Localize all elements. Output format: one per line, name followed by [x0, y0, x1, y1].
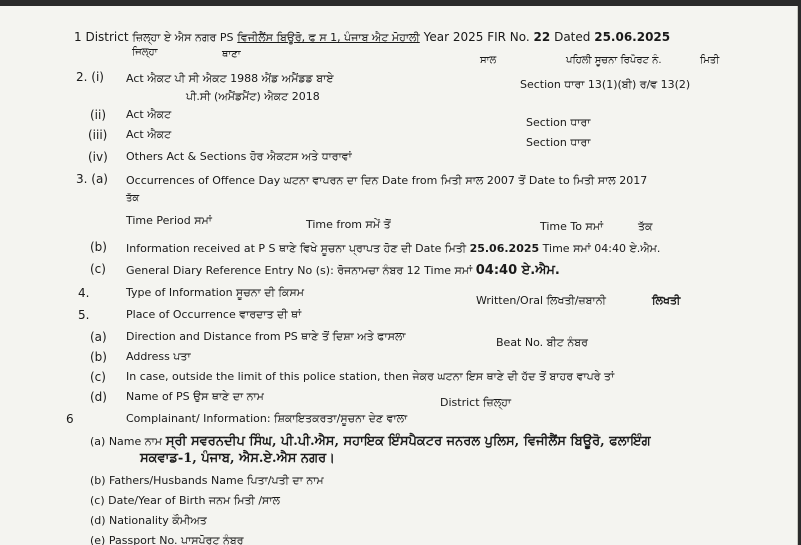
info-type: Type of Information ਸੂਚਨਾ ਦੀ ਕਿਸਮ: [126, 286, 304, 299]
nationality: (d) Nationality ਕੌਮੀਅਤ: [90, 514, 207, 527]
s5-c-number: (c): [90, 370, 106, 384]
ps-name: Name of PS ਉਸ ਥਾਣੇ ਦਾ ਨਾਮ: [126, 390, 264, 403]
address: Address ਪਤਾ: [126, 350, 191, 363]
gd-entry: [126, 264, 560, 278]
time-to-tak: ਤੱਕ: [638, 220, 653, 233]
district-pa: ਜ਼ਿਲ੍ਹਾ ਏ ਐਸ ਨਗਰ PS: [132, 31, 234, 44]
passport-number: (e) Passport No. ਪਾਸਪੋਰਟ ਨੰਬਰ: [90, 534, 244, 545]
s5-number: 5.: [78, 308, 90, 322]
year-fir-label: Year 2025 FIR No.: [423, 30, 530, 44]
complainant-name-label: (a) Name ਨਾਮ: [90, 435, 163, 448]
fir-date: 25.06.2025: [594, 30, 671, 44]
complainant-name-value-2: ਸਕਵਾਡ-1, ਪੰਜਾਬ, ਐਸ.ਏ.ਐਸ ਨਗਰ।: [140, 451, 335, 466]
s2-ii-number: (ii): [90, 108, 107, 122]
s2-act: Act ਐਕਟ ਪੀ ਸੀ ਐਕਟ 1988 ਐਂਡ ਅਮੈਂਡਡ ਬਾਏ: [126, 72, 334, 85]
father-husband-name: (b) Fathers/Husbands Name ਪਿਤਾ/ਪਤੀ ਦਾ ਨਾਮ: [90, 474, 324, 487]
fir-pa-label: ਪਹਿਲੀ ਸੂਚਨਾ ਰਿਪੋਰਟ ਨੰ.: [566, 55, 662, 66]
info-received-time: Time ਸਮਾਂ 04:40 ਏ.ਐਮ.: [542, 242, 661, 255]
s2-iii-section: Section ਧਾਰਾ: [526, 136, 591, 149]
fir-number: 22: [533, 30, 551, 44]
s5-a-number: (a): [90, 330, 107, 344]
s3-c-number: (c): [90, 262, 106, 276]
gd-entry-text: General Diary Reference Entry No (s): ਰੋਜਨਾਮਚਾ ਨੰਬਰ 12 Time ਸਮਾਂ: [126, 264, 473, 277]
date-of-birth: (c) Date/Year of Birth ਜਨਮ ਮਿਤੀ /ਸਾਲ: [90, 494, 280, 507]
s3-a-tak: ਤੱਕ: [126, 193, 140, 204]
district: District ਜ਼ਿਲ੍ਹਾ: [440, 396, 512, 409]
s2-act-amendment: ਪੀ.ਸੀ (ਅਮੈਂਡਮੈਂਟ) ਐਕਟ 2018: [186, 90, 320, 103]
s3-b-number: (b): [90, 240, 107, 254]
district-prefix: 1 District: [74, 30, 129, 44]
s6-number: 6: [66, 412, 74, 426]
saal-label: ਸਾਲ: [480, 55, 497, 66]
s2-iii-number: (iii): [88, 128, 108, 142]
dated-label: Dated: [554, 30, 591, 44]
s2-section: Section ਧਾਰਾ 13(1)(ਬੀ) ਰ/ਵ 13(2): [520, 78, 691, 91]
time-to: Time To ਸਮਾਂ: [540, 220, 604, 233]
s2-iv-number: (iv): [88, 150, 108, 164]
info-type-label: Written/Oral ਲਿਖਤੀ/ਜ਼ਬਾਨੀ: [476, 294, 606, 307]
s2-iv-text: Others Act & Sections ਹੋਰ ਐਕਟਸ ਅਤੇ ਧਾਰਾਵਾਂ: [126, 150, 352, 163]
thana-label: ਥਾਣਾ: [222, 49, 241, 60]
fir-document: [0, 6, 798, 545]
jila-label: ਜਿਲ੍ਹਾ: [132, 47, 158, 58]
s2-iii-act: Act ਐਕਟ: [126, 128, 172, 141]
district-line: [74, 30, 670, 45]
s2-ii-act: Act ਐਕਟ: [126, 108, 172, 121]
miti-label: ਮਿਤੀ: [700, 55, 720, 66]
info-received-text: Information received at P S ਥਾਣੇ ਵਿਖੇ ਸੂਚਨਾ ਪ੍ਰਾਪਤ ਹੋਣ ਦੀ Date ਮਿਤੀ: [126, 242, 467, 255]
s3-number: 3. (a): [76, 172, 108, 186]
s4-number: 4.: [78, 286, 90, 300]
info-type-value: ਲਿਖਤੀ: [652, 294, 681, 307]
direction-distance: Direction and Distance from PS ਥਾਣੇ ਤੋਂ ਦਿਸ਼ਾ ਅਤੇ ਫਾਸਲਾ: [126, 330, 406, 343]
beat-number: Beat No. ਬੀਟ ਨੰਬਰ: [496, 336, 588, 349]
gd-entry-time: 04:40 ਏ.ਐਮ.: [475, 263, 560, 278]
s3-a-text: Occurrences of Offence Day ਘਟਨਾ ਵਾਪਰਨ ਦਾ ਦਿਨ Date from ਮਿਤੀ ਸਾਲ 2007 ਤੋਂ Date to ਮਿਤੀ ਸਾਲ 2017: [126, 174, 648, 187]
s2-number: 2. (i): [76, 70, 104, 84]
complainant-name-value: ਸ੍ਰੀ ਸਵਰਨਦੀਪ ਸਿੰਘ, ਪੀ.ਪੀ.ਐਸ, ਸਹਾਇਕ ਇੰਸਪੈਕਟਰ ਜਨਰਲ ਪੁਲਿਸ, ਵਿਜੀਲੈਂਸ ਬਿਊਰੋ, ਫਲਾਇੰਗ: [165, 434, 651, 449]
outside-limit: In case, outside the limit of this police station, then ਜੇਕਰ ਘਟਨਾ ਇਸ ਥਾਣੇ ਦੀ ਹੱਦ ਤੋਂ ਬਾਹਰ ਵਾਪਰੇ ਤਾਂ: [126, 370, 615, 383]
time-period: Time Period ਸਮਾਂ: [126, 214, 212, 227]
police-station-name: ਵਿਜੀਲੈਂਸ ਬਿਊਰੋ, ਫ ਸ 1, ਪੰਜਾਬ ਐਟ ਮੋਹਾਲੀ: [237, 31, 420, 44]
info-received: [126, 242, 660, 256]
complainant-name: [90, 434, 651, 449]
s2-ii-section: Section ਧਾਰਾ: [526, 116, 591, 129]
complainant: Complainant/ Information: ਸ਼ਿਕਾਇਤਕਰਤਾ/ਸੂਚਨਾ ਦੇਣ ਵਾਲਾ: [126, 412, 408, 425]
s5-b-number: (b): [90, 350, 107, 364]
info-received-date: 25.06.2025: [469, 242, 540, 255]
s5-d-number: (d): [90, 390, 107, 404]
place-occurrence: Place of Occurrence ਵਾਰਦਾਤ ਦੀ ਥਾਂ: [126, 308, 302, 321]
time-from: Time from ਸਮੇਂ ਤੋਂ: [306, 218, 391, 231]
